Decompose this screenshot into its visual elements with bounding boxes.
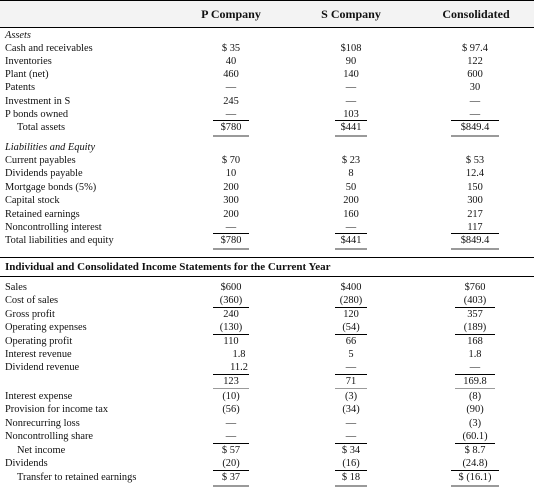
p-value: $ 35: [221, 43, 241, 54]
double-rule: [335, 388, 367, 389]
row-label: Gross profit: [5, 309, 55, 320]
consolidated-value: (24.8): [462, 458, 488, 469]
consolidated-value: (60.1): [462, 431, 488, 442]
p-value: 300: [223, 195, 239, 206]
liabilities-heading: Liabilities and Equity: [5, 142, 96, 153]
p-value: $ 37: [221, 472, 241, 483]
row-label: Cost of sales: [5, 295, 59, 306]
table-row: [0, 167, 534, 180]
section-rule: [0, 257, 534, 258]
s-value: —: [345, 362, 357, 373]
s-value: 200: [343, 195, 359, 206]
p-value: 240: [223, 309, 239, 320]
total-row: [0, 471, 534, 484]
double-rule: [335, 248, 367, 250]
consolidated-value: 300: [467, 195, 483, 206]
p-value: $780: [220, 235, 242, 246]
table-row: [0, 308, 534, 321]
s-value: —: [345, 418, 357, 429]
row-label: Interest revenue: [5, 349, 72, 360]
row-label: Capital stock: [5, 195, 60, 206]
consolidated-value: (3): [468, 418, 482, 429]
s-value: $ 18: [341, 472, 361, 483]
double-rule: [451, 135, 499, 137]
consolidated-value: 1.8: [468, 349, 482, 360]
liabilities-heading-row: [0, 141, 534, 154]
consolidated-value: 600: [467, 69, 483, 80]
p-value: 200: [223, 182, 239, 193]
consolidated-value: $ 97.4: [462, 43, 488, 54]
s-value: $400: [340, 282, 362, 293]
consolidated-value: 217: [467, 209, 483, 220]
assets-heading-row: [0, 29, 534, 42]
p-value: $600: [220, 282, 242, 293]
p-value: $780: [220, 122, 242, 133]
row-label: Operating profit: [5, 336, 73, 347]
row-label: Patents: [5, 82, 36, 93]
double-rule: [213, 485, 249, 487]
consolidated-value: —: [469, 362, 481, 373]
p-value: (130): [219, 322, 243, 333]
table-row: [0, 430, 534, 443]
table-row: [0, 42, 534, 55]
s-value: 160: [343, 209, 359, 220]
double-rule: [455, 388, 495, 389]
consolidated-value: 122: [467, 56, 483, 67]
consolidated-value: $849.4: [460, 235, 490, 246]
s-value: 71: [345, 376, 357, 387]
table-row: [0, 403, 534, 416]
p-value: (10): [222, 391, 240, 402]
section-rule: [0, 276, 534, 277]
consolidated-value: $ 53: [465, 155, 485, 166]
table-row: [0, 417, 534, 430]
row-label: Dividend revenue: [5, 362, 80, 373]
consolidated-value: 168: [467, 336, 483, 347]
consolidated-value: (8): [468, 391, 482, 402]
row-label: Net income: [17, 445, 66, 456]
table-row: [0, 457, 534, 470]
total-row: [0, 121, 534, 134]
double-rule: [451, 248, 499, 250]
net-income-row: [0, 444, 534, 457]
row-label: Inventories: [5, 56, 52, 67]
s-value: —: [345, 96, 357, 107]
p-value: 1.8: [232, 349, 246, 360]
p-value: $ 70: [221, 155, 241, 166]
table-row: [0, 390, 534, 403]
row-label: Sales: [5, 282, 27, 293]
double-rule: [213, 248, 249, 250]
table-row: [0, 68, 534, 81]
p-value: —: [225, 109, 237, 120]
p-value: 10: [225, 168, 237, 179]
row-label: Noncontrolling interest: [5, 222, 102, 233]
p-value: (20): [222, 458, 240, 469]
row-label: Total assets: [17, 122, 66, 133]
p-value: —: [225, 431, 237, 442]
p-value: —: [225, 222, 237, 233]
row-label: Plant (net): [5, 69, 49, 80]
s-value: —: [345, 222, 357, 233]
table-row: [0, 154, 534, 167]
consolidated-value: —: [469, 96, 481, 107]
s-value: 5: [348, 349, 354, 360]
header-consolidated: Consolidated: [442, 7, 510, 21]
p-value: (56): [222, 404, 240, 415]
s-value: —: [345, 431, 357, 442]
table-row: [0, 281, 534, 294]
table-row: [0, 95, 534, 108]
header-s-company: S Company: [321, 7, 381, 21]
consolidated-value: $ (16.1): [458, 472, 492, 483]
consolidated-value: (189): [463, 322, 487, 333]
subtotal-row: [0, 375, 534, 388]
p-value: 123: [223, 376, 239, 387]
s-value: $441: [340, 235, 362, 246]
column-header: [0, 0, 534, 28]
s-value: 66: [345, 336, 357, 347]
row-label: Nonrecurring loss: [5, 418, 80, 429]
double-rule: [335, 485, 367, 487]
total-row: [0, 234, 534, 247]
s-value: (3): [344, 391, 358, 402]
row-label: Noncontrolling share: [5, 431, 94, 442]
row-label: Dividends: [5, 458, 48, 469]
p-value: 110: [223, 336, 239, 347]
p-value: $ 57: [221, 445, 241, 456]
table-row: [0, 348, 534, 361]
row-label: Total liabilities and equity: [5, 235, 114, 246]
row-label: Transfer to retained earnings: [17, 472, 137, 483]
consolidated-value: 150: [467, 182, 483, 193]
income-statement-title: Individual and Consolidated Income Statements for the Current Year: [5, 261, 331, 273]
row-label: Provision for income tax: [5, 404, 109, 415]
double-rule: [451, 485, 499, 487]
table-row: [0, 321, 534, 334]
p-value: 245: [223, 96, 239, 107]
row-label: P bonds owned: [5, 109, 69, 120]
row-label: Interest expense: [5, 391, 73, 402]
p-value: 460: [223, 69, 239, 80]
s-value: (34): [342, 404, 360, 415]
s-value: $ 34: [341, 445, 361, 456]
consolidated-value: —: [469, 109, 481, 120]
table-row: [0, 335, 534, 348]
table-row: [0, 194, 534, 207]
consolidated-value: 12.4: [465, 168, 485, 179]
row-label: Mortgage bonds (5%): [5, 182, 97, 193]
table-row: [0, 81, 534, 94]
p-value: —: [225, 82, 237, 93]
s-value: 90: [345, 56, 357, 67]
p-value: (360): [219, 295, 243, 306]
consolidated-value: $760: [464, 282, 486, 293]
p-value: 200: [223, 209, 239, 220]
table-row: [0, 294, 534, 307]
p-value: —: [225, 418, 237, 429]
row-label: Dividends payable: [5, 168, 83, 179]
table-row: [0, 181, 534, 194]
double-rule: [213, 388, 249, 389]
consolidated-value: (403): [463, 295, 487, 306]
s-value: 120: [343, 309, 359, 320]
consolidated-value: $ 8.7: [464, 445, 486, 456]
row-label: Cash and receivables: [5, 43, 93, 54]
s-value: 103: [343, 109, 359, 120]
consolidated-value: 30: [469, 82, 481, 93]
s-value: 140: [343, 69, 359, 80]
header-p-company: P Company: [201, 7, 261, 21]
row-label: Current payables: [5, 155, 76, 166]
s-value: 8: [348, 168, 354, 179]
table-row: [0, 361, 534, 374]
row-label: Retained earnings: [5, 209, 80, 220]
table-row: [0, 55, 534, 68]
consolidated-value: 169.8: [463, 376, 487, 387]
consolidated-value: $849.4: [460, 122, 490, 133]
s-value: $441: [340, 122, 362, 133]
s-value: (16): [342, 458, 360, 469]
consolidated-value: 357: [467, 309, 483, 320]
s-value: $ 23: [341, 155, 361, 166]
row-label: Operating expenses: [5, 322, 87, 333]
p-value: 11.2: [230, 362, 248, 373]
s-value: —: [345, 82, 357, 93]
p-value: 40: [225, 56, 237, 67]
double-rule: [335, 135, 367, 137]
assets-heading: Assets: [5, 30, 31, 41]
s-value: (54): [342, 322, 360, 333]
consolidated-value: 117: [467, 222, 483, 233]
row-label: Investment in S: [5, 96, 71, 107]
s-value: (280): [339, 295, 363, 306]
s-value: $108: [340, 43, 362, 54]
s-value: 50: [345, 182, 357, 193]
table-row: [0, 208, 534, 221]
consolidated-value: (90): [466, 404, 484, 415]
double-rule: [213, 135, 249, 137]
